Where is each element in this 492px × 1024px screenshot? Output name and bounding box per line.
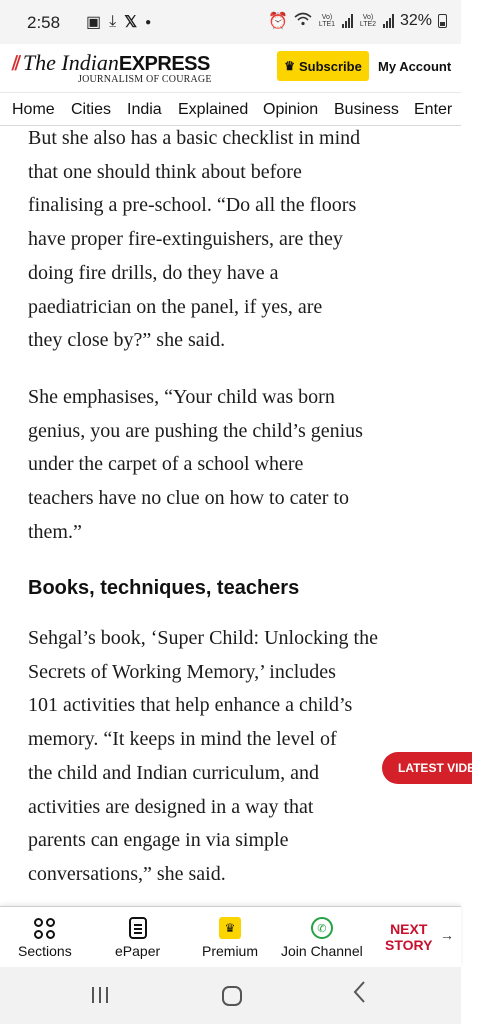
crown-icon: ♛ bbox=[219, 917, 241, 939]
masthead bbox=[0, 44, 461, 92]
paragraph-line: paediatrician on the panel, if yes, are bbox=[28, 295, 323, 318]
paragraph-line: Sehgal’s book, ‘Super Child: Unlocking the bbox=[28, 627, 378, 649]
nav-item-explained[interactable]: Explained bbox=[178, 101, 249, 118]
paragraph-line: teachers have no clue on how to cater to bbox=[28, 487, 349, 510]
nav-item-home[interactable]: Home bbox=[12, 101, 55, 118]
subscribe-label: Subscribe bbox=[298, 58, 362, 74]
system-nav-bar bbox=[0, 967, 461, 1024]
join-channel-button[interactable] bbox=[281, 915, 363, 959]
subscribe-button[interactable] bbox=[277, 51, 369, 81]
bottom-nav bbox=[0, 906, 461, 967]
alarm-icon: ⏰ bbox=[268, 13, 288, 30]
battery-level: 32% bbox=[399, 12, 432, 29]
paragraph-line: But she also has a basic checklist in mind bbox=[28, 127, 361, 149]
lte1-label: Vo) LTE1 bbox=[318, 14, 336, 28]
paragraph-line: finalising a pre-school. “Do all the floors bbox=[28, 194, 357, 217]
next-story-line1: NEXT bbox=[390, 921, 428, 937]
arrow-right-icon[interactable]: → bbox=[440, 927, 454, 943]
paragraph-line: Secrets of Working Memory,’ includes bbox=[28, 660, 336, 683]
sections-button[interactable] bbox=[18, 915, 72, 959]
whatsapp-icon: ✆ bbox=[311, 917, 333, 939]
paragraph-line: parents can engage in via simple bbox=[28, 829, 289, 852]
sections-grid-icon bbox=[34, 918, 55, 939]
nav-item-india[interactable]: India bbox=[127, 101, 162, 118]
paragraph-line: they close by?” she said. bbox=[28, 329, 226, 352]
status-system-icons bbox=[268, 11, 447, 31]
back-icon[interactable] bbox=[352, 980, 366, 1010]
section-nav bbox=[0, 92, 461, 126]
premium-button[interactable] bbox=[202, 915, 258, 959]
join-channel-label: Join Channel bbox=[281, 943, 363, 959]
logo-tagline: JOURNALISM OF COURAGE bbox=[78, 74, 212, 85]
paragraph-line: genius, you are pushing the child’s genius bbox=[28, 419, 363, 442]
signal-icon bbox=[342, 14, 353, 28]
gallery-icon: ▣ bbox=[86, 14, 102, 31]
wifi-icon bbox=[294, 12, 312, 31]
epaper-label: ePaper bbox=[115, 943, 161, 959]
download-icon: ⤓ bbox=[109, 13, 117, 30]
logo-express: EXPRESS bbox=[118, 53, 210, 75]
signal-icon-2 bbox=[383, 14, 394, 28]
sections-label: Sections bbox=[18, 943, 72, 959]
status-notification-icons bbox=[86, 12, 151, 32]
crown-icon: ♛ bbox=[284, 59, 295, 73]
lte2-label: Vo) LTE2 bbox=[359, 14, 377, 28]
paragraph-line: conversations,” she said. bbox=[28, 862, 226, 885]
article-subheading: Books, techniques, teachers bbox=[28, 577, 300, 599]
epaper-icon bbox=[129, 917, 147, 939]
nav-item-cities[interactable]: Cities bbox=[71, 101, 112, 118]
paragraph-line: doing fire drills, do they have a bbox=[28, 261, 279, 284]
paragraph-line: the child and Indian curriculum, and bbox=[28, 761, 320, 784]
paragraph-line: have proper fire-extinguishers, are they bbox=[28, 228, 343, 251]
nav-item-business[interactable]: Business bbox=[334, 101, 399, 118]
paragraph-line: activities are designed in a way that bbox=[28, 795, 314, 818]
nav-item-entertainment[interactable]: Enter bbox=[414, 101, 453, 118]
x-icon: 𝕏 bbox=[124, 14, 138, 31]
logo-mark-icon: ⫽ bbox=[12, 53, 21, 75]
paragraph-line: 101 activities that help enhance a child’s bbox=[28, 694, 353, 717]
home-icon[interactable] bbox=[222, 986, 242, 1006]
epaper-button[interactable] bbox=[115, 915, 160, 959]
latest-videos-button[interactable]: LATEST VIDEOS bbox=[382, 752, 472, 784]
premium-label: Premium bbox=[202, 943, 259, 959]
paragraph-line: She emphasises, “Your child was born bbox=[28, 386, 335, 408]
nav-item-opinion[interactable]: Opinion bbox=[263, 101, 319, 118]
next-story-line2: STORY bbox=[385, 937, 433, 953]
dot-icon: ● bbox=[145, 16, 152, 28]
battery-icon bbox=[438, 14, 447, 28]
status-bar bbox=[0, 0, 461, 44]
paragraph-line: them.” bbox=[28, 520, 82, 543]
article-paragraph-2 bbox=[28, 381, 448, 550]
logo-the-indian: The Indian bbox=[22, 50, 119, 75]
paragraph-line: memory. “It keeps in mind the level of bbox=[28, 728, 337, 751]
status-time: 2:58 bbox=[27, 13, 61, 32]
site-logo[interactable] bbox=[12, 50, 212, 85]
paragraph-line: under the carpet of a school where bbox=[28, 453, 304, 476]
article-paragraph-1 bbox=[28, 122, 448, 358]
my-account-link[interactable]: My Account bbox=[378, 59, 452, 74]
paragraph-line: that one should think about before bbox=[28, 160, 302, 183]
next-story-button[interactable] bbox=[385, 921, 432, 953]
recents-icon[interactable] bbox=[92, 987, 108, 1003]
